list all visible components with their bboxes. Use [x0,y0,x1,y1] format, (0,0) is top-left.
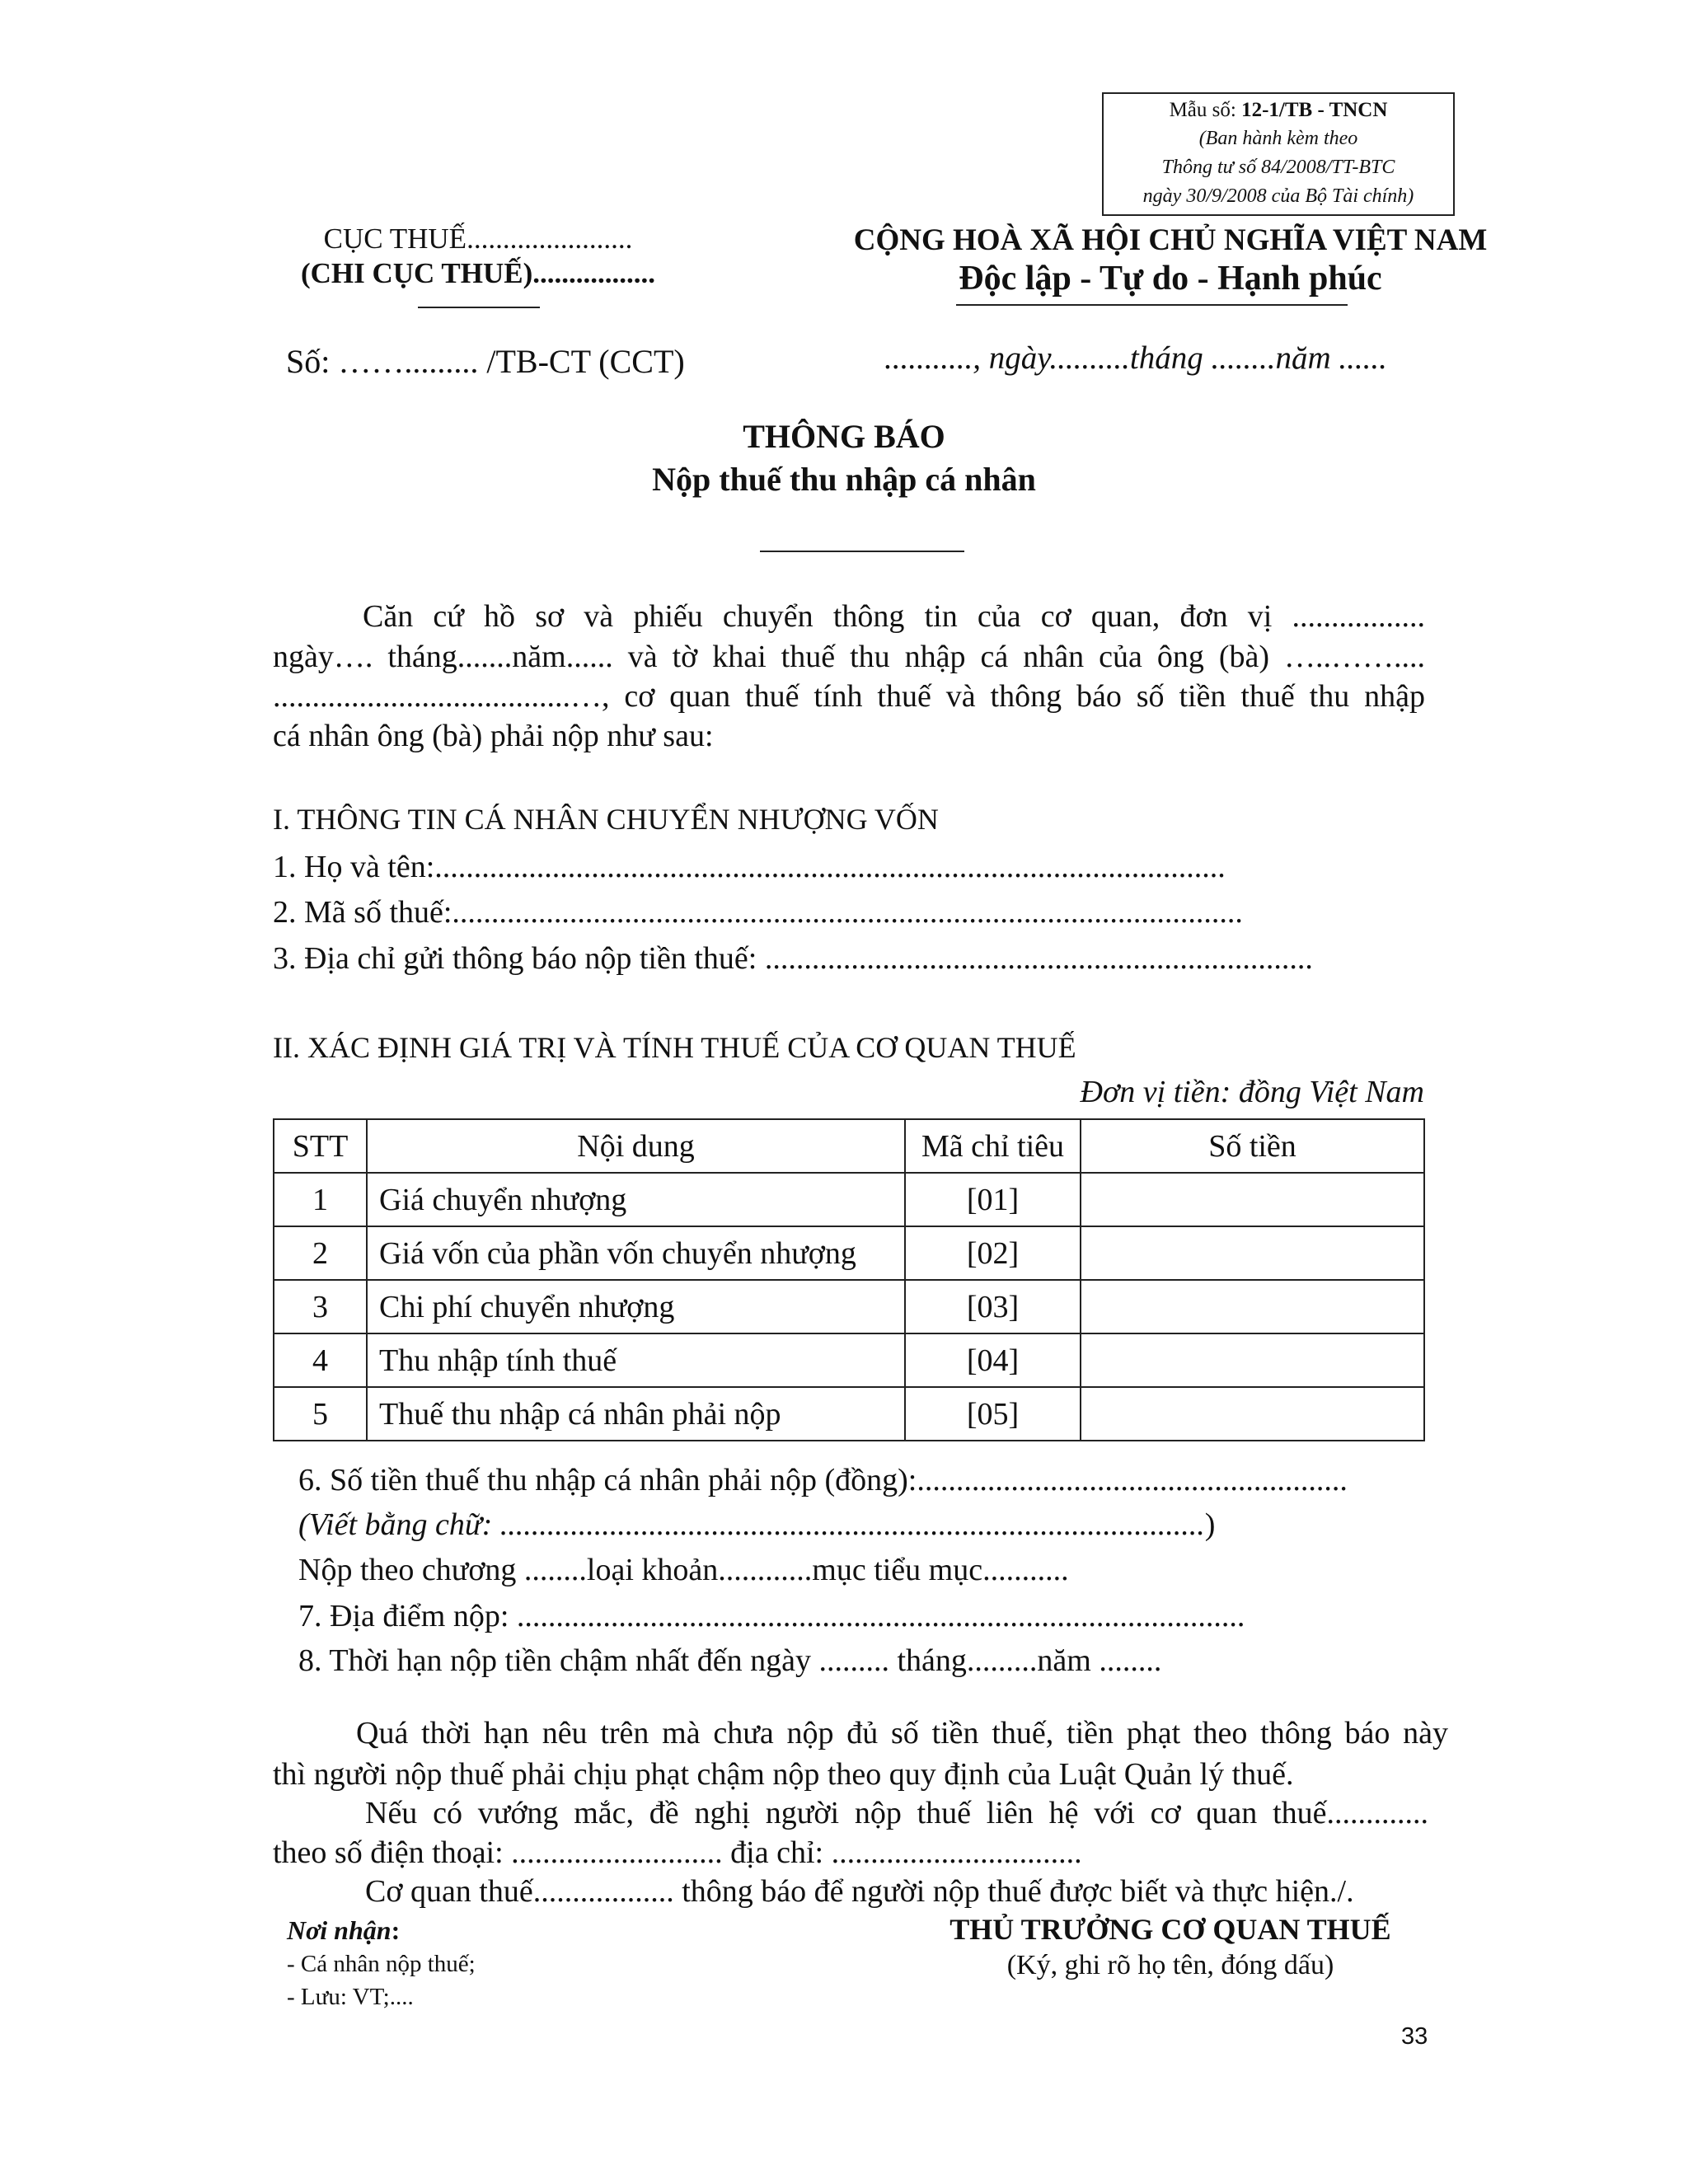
row-content: Giá chuyển nhượng [367,1173,905,1226]
agency-line-1: CỤC THUẾ....................... [323,223,633,255]
table-header-row [274,1119,1424,1173]
row-amount [1081,1387,1424,1441]
section-2-heading: II. XÁC ĐỊNH GIÁ TRỊ VÀ TÍNH THUẾ CỦA CƠ QUAN THUẾ [273,1031,1076,1064]
form-issued-note: (Ban hành kèm theo [1198,128,1358,149]
agency-underline [418,307,540,308]
amount-in-words-label: (Viết bằng chữ: .......................................................................................... [298,1507,1205,1542]
row-amount [1081,1280,1424,1333]
recipients-title [287,1915,400,1946]
signature-note: (Ký, ghi rõ họ tên, đóng dấu) [1006,1950,1334,1980]
document-number: Số: ……......... /TB-CT (CCT) [286,343,685,380]
row-code: [04] [905,1333,1081,1387]
recipients-title-colon: : [391,1915,401,1945]
row-stt: 4 [274,1333,367,1387]
field-budget-chapter: Nộp theo chương ........loại khoản............mục tiểu mục........... [298,1553,1069,1587]
closing-para-1-line-1: Quá thời hạn nêu trên mà chưa nộp đủ số tiền thuế, tiền phạt theo thông báo này [356,1716,1448,1750]
field-full-name: 1. Họ và tên:..................................................................................................... [273,850,1226,884]
field-payment-place: 7. Địa điểm nộp: ............................................................................................. [298,1599,1245,1633]
field-notice-address: 3. Địa chỉ gửi thông báo nộp tiền thuế: ...................................................................... [273,941,1313,976]
form-circular-note: Thông tư số 84/2008/TT-BTC [1161,157,1395,178]
field-tax-amount: 6. Số tiền thuế thu nhập cá nhân phải nộp (đồng):....................................................... [298,1463,1348,1497]
amount-in-words-close: ) [1204,1507,1216,1542]
table-row [274,1226,1424,1280]
table-row [274,1173,1424,1226]
row-code: [02] [905,1226,1081,1280]
intro-line-3: ......................................…, cơ quan thuế tính thuế và thông báo số tiền thuế thu nhập [273,679,1425,714]
header-amount: Số tiền [1081,1119,1424,1173]
table-row [274,1280,1424,1333]
row-amount [1081,1173,1424,1226]
row-content: Thu nhập tính thuế [367,1333,905,1387]
section-1-heading: I. THÔNG TIN CÁ NHÂN CHUYỂN NHƯỢNG VỐN [273,803,939,836]
intro-line-1: Căn cứ hồ sơ và phiếu chuyển thông tin của cơ quan, đơn vị ................. [363,599,1425,634]
row-content: Giá vốn của phần vốn chuyển nhượng [367,1226,905,1280]
currency-unit: Đơn vị tiền: đồng Việt Nam [1080,1075,1424,1109]
intro-line-2: ngày…. tháng.......năm...... và tờ khai thuế thu nhập cá nhân của ông (bà) …..…….... [273,640,1425,674]
recipients-title-text: Nơi nhận [287,1915,392,1945]
row-code: [01] [905,1173,1081,1226]
form-code-label: Mẫu số: [1169,99,1236,121]
form-code-line [1104,96,1453,124]
form-date-note: ngày 30/9/2008 của Bộ Tài chính) [1142,185,1414,207]
closing-para-2-line-2: theo số điện thoại: ........................... địa chỉ: ................................ [273,1835,1082,1870]
row-amount [1081,1333,1424,1387]
national-motto: Độc lập - Tự do - Hạnh phúc [959,260,1382,298]
header-content: Nội dung [367,1119,905,1173]
row-stt: 3 [274,1280,367,1333]
closing-para-3: Cơ quan thuế.................. thông báo để người nộp thuế được biết và thực hiện./. [365,1874,1354,1909]
row-amount [1081,1226,1424,1280]
recipient-item: - Cá nhân nộp thuế; [287,1951,476,1977]
row-content: Thuế thu nhập cá nhân phải nộp [367,1387,905,1441]
table-row [274,1387,1424,1441]
page-number: 33 [1401,2023,1428,2050]
title-underline [760,551,964,552]
header-stt: STT [274,1119,367,1173]
agency-line-2: (CHI CỤC THUẾ)................. [300,257,656,289]
intro-line-4: cá nhân ông (bà) phải nộp như sau: [273,719,714,753]
row-code: [03] [905,1280,1081,1333]
row-stt: 2 [274,1226,367,1280]
form-code-box [1102,92,1455,216]
form-code-value: 12-1/TB - TNCN [1241,99,1388,121]
field-payment-deadline: 8. Thời hạn nộp tiền chậm nhất đến ngày ......... tháng.........năm ........ [298,1643,1162,1678]
field-tax-code: 2. Mã số thuế:..................................................................................................... [273,895,1243,930]
row-code: [05] [905,1387,1081,1441]
recipient-item: - Lưu: VT;.... [287,1984,414,2010]
notice-title: THÔNG BÁO [743,418,945,455]
field-amount-in-words [298,1507,1431,1543]
tax-calculation-table [273,1118,1425,1441]
signature-title: THỦ TRƯỞNG CƠ QUAN THUẾ [950,1913,1391,1946]
row-stt: 1 [274,1173,367,1226]
closing-para-2-line-1: Nếu có vướng mắc, đề nghị người nộp thuế liên hệ với cơ quan thuế............. [365,1796,1428,1830]
row-stt: 5 [274,1387,367,1441]
closing-para-1-line-2: thì người nộp thuế phải chịu phạt chậm nộp theo quy định của Luật Quản lý thuế. [273,1757,1294,1792]
table-row [274,1333,1424,1387]
notice-subtitle: Nộp thuế thu nhập cá nhân [652,461,1036,498]
document-date: ..........., ngày..........tháng ........năm ...... [884,340,1387,376]
motto-underline [956,304,1348,306]
row-content: Chi phí chuyển nhượng [367,1280,905,1333]
national-title: CỘNG HOÀ XÃ HỘI CHỦ NGHĨA VIỆT NAM [853,223,1488,257]
header-code: Mã chỉ tiêu [905,1119,1081,1173]
